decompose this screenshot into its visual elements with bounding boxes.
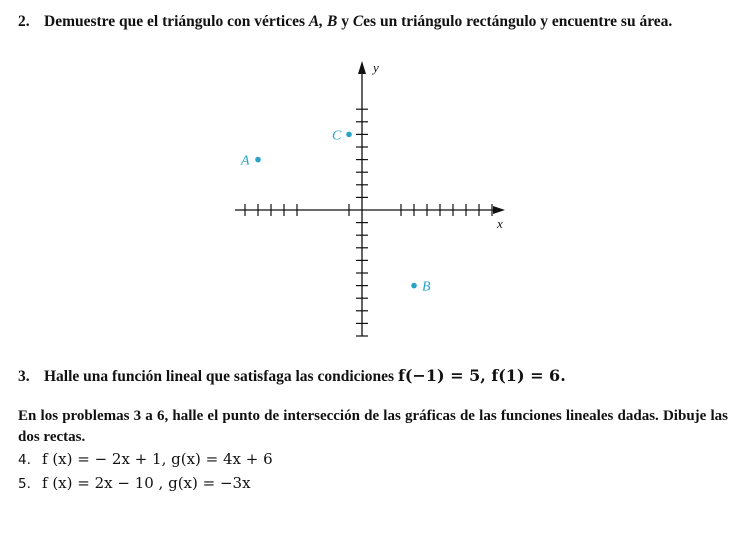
vertex-a-label: A, [308, 13, 324, 30]
point-b-label: B [422, 279, 431, 295]
vertex-b-label: B [326, 13, 338, 30]
axis-ticks [245, 109, 492, 336]
problem-5 [18, 474, 251, 493]
x-axis-arrow [493, 206, 505, 214]
coordinate-plot [225, 58, 515, 343]
point-b-marker [411, 283, 417, 289]
x-axis-label: x [497, 216, 503, 231]
point-c-label: C [332, 128, 342, 144]
problem-4-number: 4. [18, 452, 31, 468]
problem-2-number: 2. [18, 13, 30, 30]
instructions-paragraph: En los problemas 3 a 6, halle el punto de intersección de las gráficas de las funciones lineales dadas. Dibuje las dos rectas. [18, 408, 728, 445]
plot-points [240, 128, 431, 294]
problem-3-number: 3. [18, 368, 30, 385]
problem-2-text-before: Demuestre que el triángulo con vértices [44, 13, 306, 30]
problem-3-text: Halle una función lineal que satisfaga las condiciones [44, 368, 395, 385]
problem-2 [18, 13, 672, 31]
y-axis-label: y [373, 60, 379, 75]
problem-2-text-after: es un triángulo rectángulo y encuentre su área. [363, 13, 673, 30]
problem-3 [18, 366, 566, 386]
point-c-marker [346, 132, 352, 138]
vertex-c-label: C [352, 13, 364, 30]
point-a-label: A [241, 153, 250, 169]
problem-4 [18, 450, 273, 469]
problem-4-expression: f (x) = − 2x + 1, g(x) = 4x + 6 [42, 450, 273, 468]
problem-3-condition: f(−1) = 5, f(1) = 6. [397, 366, 566, 385]
connector-word: y [341, 13, 349, 30]
problem-5-number: 5. [18, 476, 31, 492]
point-a-marker [255, 157, 261, 163]
y-axis-arrow [358, 61, 366, 74]
problem-5-expression: f (x) = 2x − 10 , g(x) = −3x [42, 474, 251, 492]
